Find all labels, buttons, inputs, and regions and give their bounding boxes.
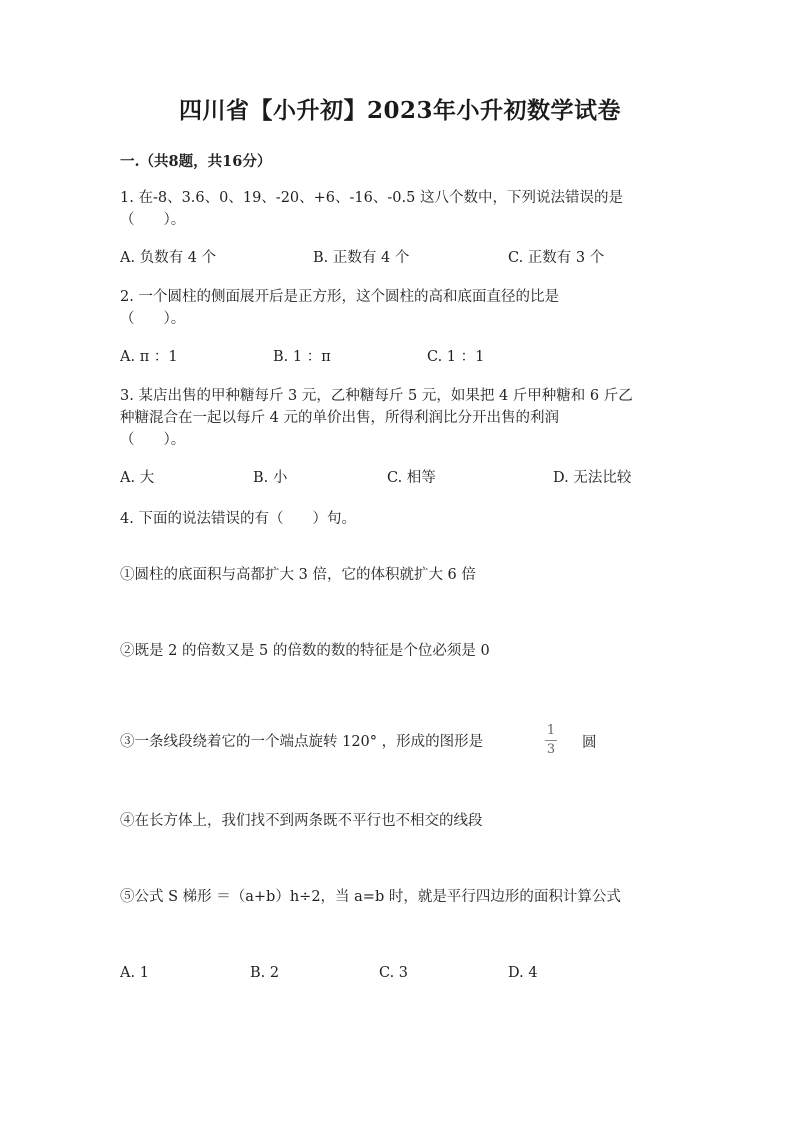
- q4-statement-5: ⑤公式 S 梯形 ＝（a+b）h÷2，当 a=b 时，就是平行四边形的面积计算公式: [120, 889, 621, 905]
- q3-stem-line2: 种糖混合在一起以每斤 4 元的单价出售，所得利润比分开出售的利润: [120, 410, 559, 426]
- q4-statement-3-tail: 圆: [582, 735, 597, 751]
- q4-option-d: D. 4: [508, 965, 538, 981]
- q2-option-c: C. 1 ：1: [427, 349, 485, 365]
- q4-option-a: A. 1: [120, 965, 149, 981]
- q3-option-a: A. 大: [120, 470, 155, 486]
- q1-option-b: B. 正数有 4 个: [313, 250, 410, 266]
- fraction-one-third: [540, 724, 562, 757]
- q2-option-b: B. 1 ：π: [273, 349, 331, 365]
- q3-stem-line1: 3. 某店出售的甲种糖每斤 3 元，乙种糖每斤 5 元，如果把 4 斤甲种糖和 6 斤乙: [120, 388, 633, 404]
- q3-option-c: C. 相等: [387, 470, 436, 486]
- q1-stem-line1: 1. 在-8、3.6、0、19、-20、+6、-16、-0.5 这八个数中，下列说法错误的是: [120, 190, 623, 206]
- q4-option-b: B. 2: [250, 965, 280, 981]
- q1-option-a: A. 负数有 4 个: [120, 250, 217, 266]
- q4-stem: 4. 下面的说法错误的有（ ）句。: [120, 511, 356, 527]
- q4-option-c: C. 3: [379, 965, 409, 981]
- fraction-bar: [545, 740, 557, 741]
- fraction-denominator: 3: [546, 742, 556, 757]
- q2-option-a: A. π ：1: [120, 349, 178, 365]
- page-title: 四川省【小升初】2023年小升初数学试卷: [178, 97, 621, 124]
- q1-stem-line2: （ ）。: [120, 212, 186, 228]
- fraction-numerator: 1: [546, 723, 556, 738]
- q2-stem-line2: （ ）。: [120, 311, 186, 327]
- q3-option-d: D. 无法比较: [553, 470, 632, 486]
- q4-statement-2: ②既是 2 的倍数又是 5 的倍数的数的特征是个位必须是 0: [120, 643, 490, 659]
- q3-stem-line3: （ ）。: [120, 432, 186, 448]
- section-heading: 一.（共8题，共16分）: [120, 153, 272, 170]
- q4-statement-3: ③一条线段绕着它的一个端点旋转 120° ，形成的图形是: [120, 734, 484, 750]
- q2-stem-line1: 2. 一个圆柱的侧面展开后是正方形，这个圆柱的高和底面直径的比是: [120, 289, 559, 305]
- q4-statement-1: ①圆柱的底面积与高都扩大 3 倍，它的体积就扩大 6 倍: [120, 567, 476, 583]
- q4-statement-4: ④在长方体上，我们找不到两条既不平行也不相交的线段: [120, 813, 483, 829]
- q3-option-b: B. 小: [253, 470, 288, 486]
- q1-option-c: C. 正数有 3 个: [508, 250, 605, 266]
